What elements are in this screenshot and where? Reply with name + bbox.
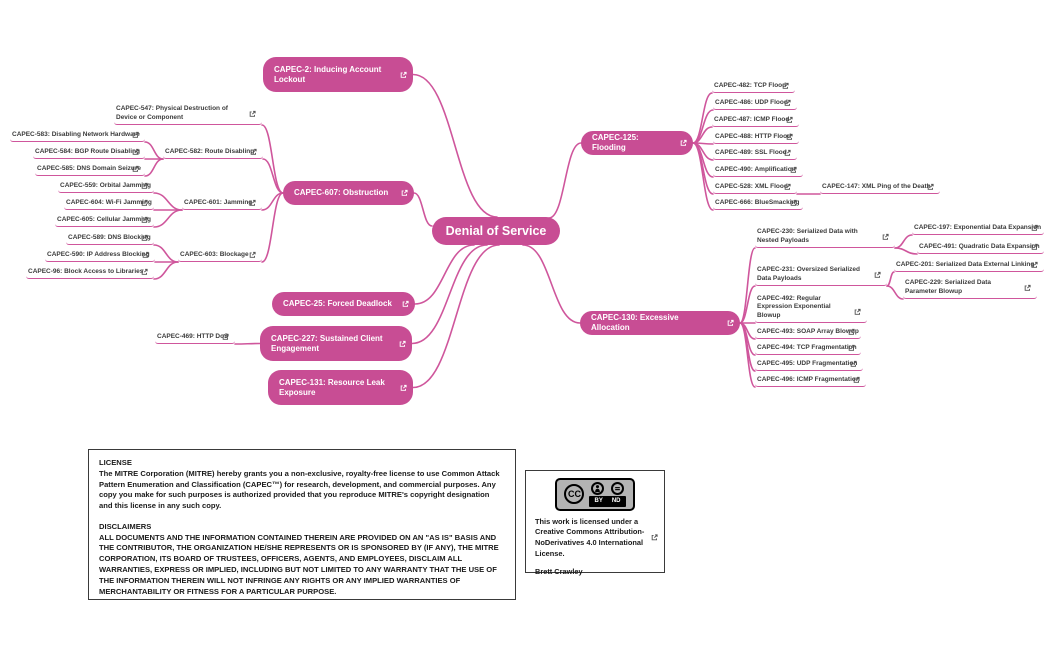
external-link-icon xyxy=(784,100,791,107)
external-link-icon xyxy=(249,252,256,259)
mindmap-node-c197[interactable] xyxy=(912,222,1044,235)
license-body: The MITRE Corporation (MITRE) hereby grants you a non-exclusive, royalty-free license to use Common Attack Pattern Enumeration and Classification (CAPEC™) for research, development, and commercial purposes. Any copy you make for such purposes is authorized provided that you reproduce MITRE's copyright designation and this license in any such copy. xyxy=(99,468,500,511)
external-link-icon xyxy=(848,329,855,336)
node-label: CAPEC-607: Obstruction xyxy=(294,188,389,197)
external-link-icon xyxy=(141,183,148,190)
external-link-icon xyxy=(782,83,789,90)
node-label: CAPEC-605: Cellular Jamming xyxy=(57,215,151,223)
mindmap-node-c496[interactable] xyxy=(755,374,866,387)
mindmap-node-c582[interactable] xyxy=(163,146,263,159)
mindmap-node-c492[interactable] xyxy=(755,294,867,323)
external-link-icon xyxy=(142,252,149,259)
mindmap-node-c488[interactable] xyxy=(713,131,799,144)
node-label: CAPEC-230: Serialized Data with Nested Payloads xyxy=(757,228,858,244)
node-label: CAPEC-130: Excessive Allocation xyxy=(591,313,679,332)
cc-logo-icon: CC xyxy=(564,484,584,504)
node-label: CAPEC-131: Resource Leak Exposure xyxy=(279,377,385,397)
node-label: CAPEC-2: Inducing Account Lockout xyxy=(274,64,382,84)
external-link-icon xyxy=(250,149,257,156)
cc-nd-label: ND xyxy=(611,498,621,504)
cc-author: Brett Crawley xyxy=(535,566,583,576)
external-link-icon xyxy=(786,134,793,141)
external-link-icon xyxy=(1031,244,1038,251)
cc-license-text-label: This work is licensed under a Creative Commons Attribution-NoDerivatives 4.0 International License. xyxy=(535,516,645,558)
node-label: CAPEC-469: HTTP DoS xyxy=(157,332,229,340)
node-label: CAPEC-528: XML Flood xyxy=(715,182,788,190)
node-label: CAPEC-147: XML Ping of the Death xyxy=(822,182,931,190)
external-link-icon xyxy=(727,320,734,327)
external-link-icon xyxy=(848,345,855,352)
external-link-icon xyxy=(853,377,860,384)
external-link-icon xyxy=(141,235,148,242)
mindmap-node-c547[interactable] xyxy=(114,103,262,125)
mindmap-node-c486[interactable] xyxy=(713,97,797,110)
node-label: CAPEC-492: Regular Expression Exponential Blowup xyxy=(757,294,831,319)
node-label: CAPEC-487: ICMP Flood xyxy=(714,115,790,123)
external-link-icon xyxy=(132,149,139,156)
external-link-icon xyxy=(927,184,934,191)
mindmap-node-c201[interactable] xyxy=(894,259,1044,272)
mindmap-node-c590[interactable] xyxy=(45,249,155,262)
external-link-icon xyxy=(132,166,139,173)
external-link-icon xyxy=(1024,284,1031,291)
mindmap-node-c229[interactable] xyxy=(903,277,1037,299)
external-link-icon xyxy=(874,271,881,278)
external-link-icon xyxy=(402,301,409,308)
external-link-icon xyxy=(1031,225,1038,232)
external-link-icon xyxy=(141,269,148,276)
external-link-icon xyxy=(784,150,791,157)
external-link-icon xyxy=(400,384,407,391)
mindmap-node-c589[interactable] xyxy=(66,232,154,245)
external-link-icon xyxy=(141,200,148,207)
external-link-icon xyxy=(141,217,148,224)
node-label: CAPEC-489: SSL Flood xyxy=(715,148,787,156)
cc-by-nd-badge[interactable] xyxy=(555,478,634,511)
node-label: CAPEC-589: DNS Blocking xyxy=(68,233,151,241)
node-label: CAPEC-25: Forced Deadlock xyxy=(283,299,392,308)
node-label: Denial of Service xyxy=(445,224,547,238)
mindmap-node-c2[interactable] xyxy=(263,57,413,92)
cc-by-label: BY xyxy=(594,498,603,504)
mindmap-node-c227[interactable] xyxy=(260,326,412,361)
cc-nd-equals-icon xyxy=(611,482,624,495)
mindmap-node-c585[interactable] xyxy=(35,163,145,176)
external-link-icon xyxy=(249,200,256,207)
node-label: CAPEC-201: Serialized Data External Linking xyxy=(896,260,1035,268)
mindmap-node-root[interactable] xyxy=(432,217,560,245)
license-title: LICENSE xyxy=(99,458,132,467)
mindmap-node-c130[interactable] xyxy=(580,311,740,335)
node-label: CAPEC-496: ICMP Fragmentation xyxy=(757,375,860,383)
mindmap-node-c482[interactable] xyxy=(712,80,795,93)
external-link-icon xyxy=(854,308,861,315)
mindmap-node-c96[interactable] xyxy=(26,266,154,279)
mindmap-node-c25[interactable] xyxy=(272,292,415,316)
node-label: CAPEC-197: Exponential Data Expansion xyxy=(914,223,1042,231)
mindmap-node-c603[interactable] xyxy=(178,249,262,262)
mindmap-node-c584[interactable] xyxy=(33,146,145,159)
external-link-icon xyxy=(249,110,256,117)
node-label: CAPEC-125: Flooding xyxy=(592,133,639,152)
mindmap-node-c147[interactable] xyxy=(820,181,940,194)
mindmap-node-c605[interactable] xyxy=(55,214,154,227)
external-link-icon xyxy=(850,361,857,368)
disclaimers-body: ALL DOCUMENTS AND THE INFORMATION CONTAINED THEREIN ARE PROVIDED ON AN "AS IS" BASIS AND THE CONTRIBUTOR, THE ORGANIZATION HE/SHE REPRESENTS OR IS SPONSORED BY (IF ANY), THE MITRE CORPORATION, ITS BOARD OF TRUSTEES, OFFICERS, AGENTS, AND EMPLOYEES, DISCLAIM ALL WARRANTIES, EXPRESS OR IMPLIED, INCLUDING BUT NOT LIMITED TO ANY WARRANTY THAT THE USE OF THE INFORMATION THEREIN WILL NOT INFRINGE ANY RIGHTS OR ANY IMPLIED WARRANTIES OF MERCHANTABILITY OR FITNESS FOR A PARTICULAR PURPOSE. xyxy=(99,532,499,596)
node-label: CAPEC-231: Oversized Serialized Data Payloads xyxy=(757,266,860,282)
node-label: CAPEC-601: Jamming xyxy=(184,198,253,206)
node-label: CAPEC-495: UDP Fragmentation xyxy=(757,359,858,367)
external-link-icon xyxy=(786,117,793,124)
external-link-icon xyxy=(680,140,687,147)
mindmap-node-c487[interactable] xyxy=(712,114,799,127)
node-label: CAPEC-583: Disabling Network Hardware xyxy=(12,130,140,138)
mindmap-node-c230[interactable] xyxy=(755,226,895,248)
mindmap-node-c528[interactable] xyxy=(713,181,797,194)
external-link-icon xyxy=(790,200,797,207)
node-label: CAPEC-584: BGP Route Disabling xyxy=(35,147,140,155)
external-link-icon xyxy=(222,334,229,341)
node-label: CAPEC-488: HTTP Flood xyxy=(715,132,792,140)
node-label: CAPEC-490: Amplification xyxy=(715,165,796,173)
external-link-icon xyxy=(790,167,797,174)
mindmap-node-c489[interactable] xyxy=(713,147,797,160)
node-label: CAPEC-96: Block Access to Libraries xyxy=(28,267,144,275)
node-label: CAPEC-494: TCP Fragmentation xyxy=(757,343,857,351)
node-label: CAPEC-585: DNS Domain Seizure xyxy=(37,164,142,172)
node-label: CAPEC-482: TCP Flood xyxy=(714,81,787,89)
external-link-icon xyxy=(132,132,139,139)
cc-by-person-icon xyxy=(591,482,604,495)
license-box xyxy=(88,449,516,600)
node-label: CAPEC-229: Serialized Data Parameter Blowup xyxy=(905,279,991,295)
mindmap-node-c559[interactable] xyxy=(58,180,154,193)
mindmap-node-c666[interactable] xyxy=(713,197,803,210)
cc-license-text[interactable] xyxy=(535,517,655,560)
mindmap-node-c493[interactable] xyxy=(755,326,861,339)
mindmap-node-c131[interactable] xyxy=(268,370,413,405)
mindmap-node-c583[interactable] xyxy=(10,129,145,142)
node-label: CAPEC-603: Blockage xyxy=(180,250,249,258)
mindmap-node-c604[interactable] xyxy=(64,197,154,210)
external-link-icon xyxy=(401,190,408,197)
mindmap-node-c601[interactable] xyxy=(182,197,262,210)
mindmap-node-c491[interactable] xyxy=(917,241,1044,254)
node-label: CAPEC-493: SOAP Array Blowup xyxy=(757,327,859,335)
mindmap-node-c231[interactable] xyxy=(755,264,887,286)
node-label: CAPEC-491: Quadratic Data Expansion xyxy=(919,242,1040,250)
node-label: CAPEC-604: Wi-Fi Jamming xyxy=(66,198,152,206)
external-link-icon xyxy=(651,534,658,541)
node-label: CAPEC-547: Physical Destruction of Device or Component xyxy=(116,105,228,121)
mindmap-node-c494[interactable] xyxy=(755,342,861,355)
external-link-icon xyxy=(400,71,407,78)
mindmap-node-c495[interactable] xyxy=(755,358,863,371)
external-link-icon xyxy=(882,233,889,240)
disclaimers-title: DISCLAIMERS xyxy=(99,521,152,531)
mindmap-node-c607[interactable] xyxy=(283,181,414,205)
external-link-icon xyxy=(784,184,791,191)
node-label: CAPEC-590: IP Address Blocking xyxy=(47,250,150,258)
mindmap-node-c490[interactable] xyxy=(713,164,803,177)
external-link-icon xyxy=(1031,262,1038,269)
external-link-icon xyxy=(399,340,406,347)
creative-commons-box xyxy=(525,470,665,576)
node-label: CAPEC-666: BlueSmacking xyxy=(715,198,800,206)
node-label: CAPEC-227: Sustained Client Engagement xyxy=(271,333,383,353)
mindmap-node-c469[interactable] xyxy=(155,331,235,344)
mindmap-node-c125[interactable] xyxy=(581,131,693,155)
node-label: CAPEC-559: Orbital Jamming xyxy=(60,181,152,189)
node-label: CAPEC-486: UDP Flood xyxy=(715,98,788,106)
node-label: CAPEC-582: Route Disabling xyxy=(165,147,255,155)
